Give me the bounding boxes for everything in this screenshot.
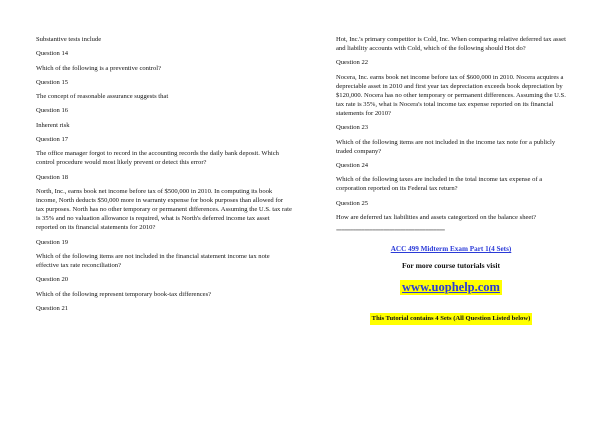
question-24-text: Which of the following taxes are included in the total income tax expense of a corporation reported on its Federal tax return? <box>336 176 543 193</box>
question-20-label: Question 20 <box>36 276 69 284</box>
question-14-label: Question 14 <box>36 50 69 58</box>
divider-line: ======================================= <box>336 228 445 235</box>
text-substantive-tests: Substantive tests include <box>36 36 102 43</box>
question-19-label: Question 19 <box>36 238 69 246</box>
question-25-text: How are deferred tax liabilities and assets categorized on the balance sheet? <box>336 213 537 221</box>
site-link-wrapper <box>336 280 566 296</box>
promo-text: For more course tutorials visit <box>402 261 500 271</box>
tutorial-note: This Tutorial contains 4 Sets (All Question Listed below) <box>370 313 533 324</box>
question-24-label: Question 24 <box>336 161 369 169</box>
question-17-text: The office manager forgot to record in the accounting records the daily bank deposit. Which control procedure would most likely prevent or detect this error? <box>36 150 279 167</box>
right-column <box>336 35 566 325</box>
question-25-label: Question 25 <box>336 199 369 207</box>
question-14-text: Which of the following is a preventive control? <box>36 64 162 72</box>
question-21-label: Question 21 <box>36 304 69 312</box>
note-wrapper <box>336 313 566 324</box>
question-20-text: Which of the following represent temporary book-tax differences? <box>36 290 212 298</box>
question-18-text: North, Inc., earns book net income before tax of $500,000 in 2010. In computing its book income, North deducts $50,000 more in warranty expense for book purposes than allowed for tax purposes. North has no other temporary or permanent differences. Assuming the U.S. tax rate is 35% and no valuation allowance is required, what is North's deferred income tax asset reported on its financial statements for 2010? <box>36 187 292 232</box>
question-21-text: Hot, Inc.'s primary competitor is Cold, Inc. When comparing relative deferred tax asset and liability accounts with Cold, which of the following should Hot do? <box>336 36 566 53</box>
question-15-text: The concept of reasonable assurance suggests that <box>36 93 169 101</box>
site-link[interactable]: www.uophelp.com <box>402 279 500 294</box>
question-23-label: Question 23 <box>336 124 369 132</box>
question-19-text: Which of the following items are not included in the financial statement income tax note effective tax rate reconciliation? <box>36 252 270 269</box>
left-column <box>36 35 292 318</box>
question-22-label: Question 22 <box>336 59 369 67</box>
question-16-label: Question 16 <box>36 107 69 115</box>
question-15-label: Question 15 <box>36 78 69 86</box>
question-16-text: Inherent risk <box>36 121 70 129</box>
question-18-label: Question 18 <box>36 173 69 181</box>
question-23-text: Which of the following items are not included in the income tax note for a publicly traded company? <box>336 138 556 155</box>
question-17-label: Question 17 <box>36 135 69 143</box>
exam-title-link[interactable]: ACC 499 Midterm Exam Part 1(4 Sets) <box>390 245 512 254</box>
question-22-text: Nocera, Inc. earns book net income before tax of $600,000 in 2010. Nocera acquires a depreciable asset in 2010 and first year tax depreciation exceeds book depreciation by $120,000. Nocera has no other temporary or permanent differences. Assuming the U.S. tax rate is 35%, what is Nocera's total income tax expense reported on its financial statements for 2010? <box>336 73 566 118</box>
